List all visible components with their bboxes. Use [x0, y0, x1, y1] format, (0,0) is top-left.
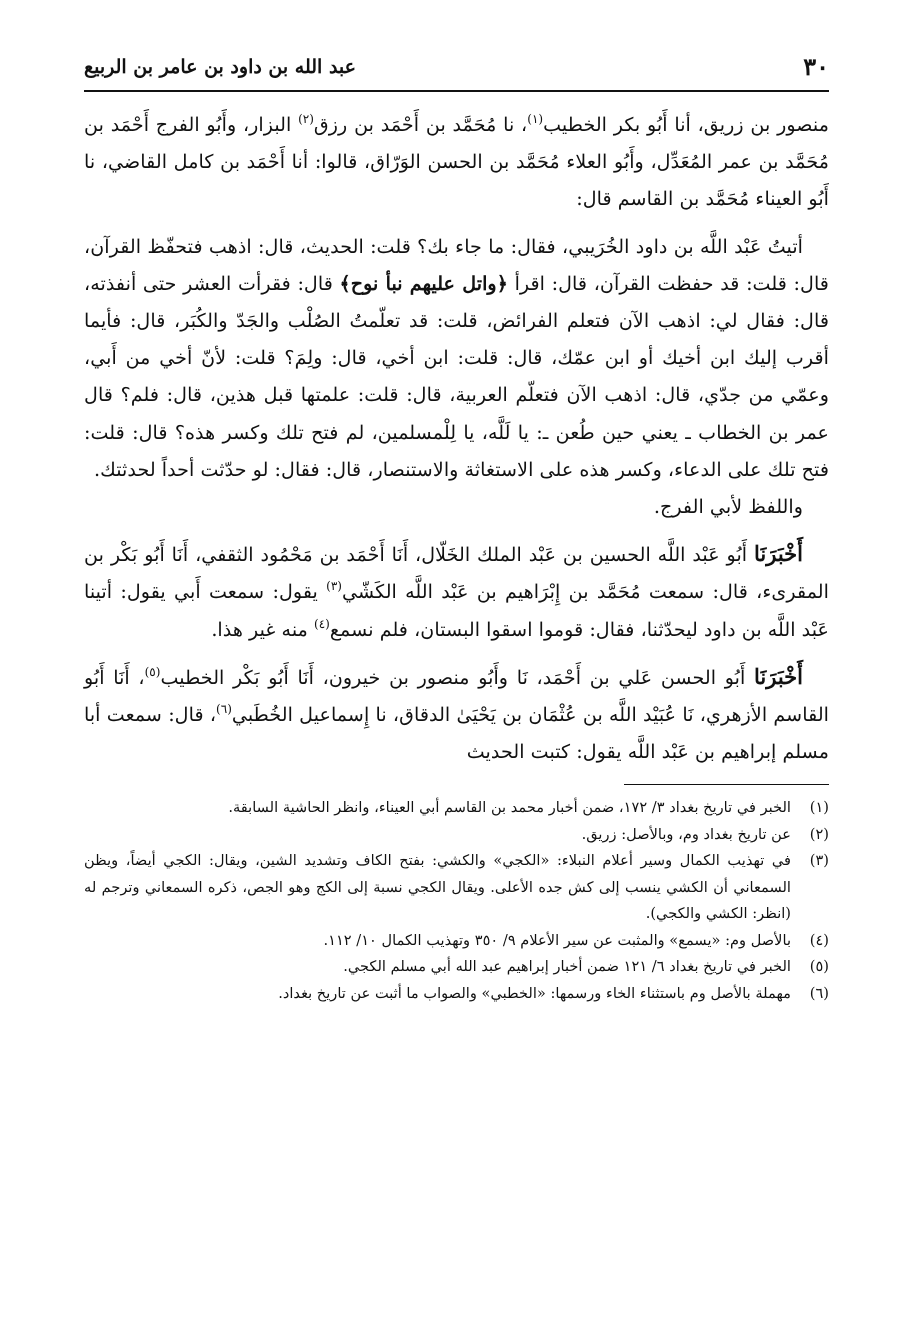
footnote-text: الخبر في تاريخ بغداد ٦/ ١٢١ ضمن أخبار إبراهيم عبد الله أبي مسلم الكجي.	[343, 958, 791, 976]
page-number: ٣٠	[803, 52, 829, 81]
footnote	[84, 954, 829, 981]
text-segment: ، نا مُحَمَّد بن أَحْمَد بن رزق	[313, 113, 528, 136]
footnote-number: (٤)	[809, 931, 829, 949]
footnote-number: (١)	[809, 799, 829, 817]
main-text	[84, 106, 829, 770]
paragraph-isnad-1	[84, 106, 829, 218]
footnote-text: عن تاريخ بغداد وم، وبالأصل: زريق.	[581, 825, 791, 843]
text-segment: منه غير هذا.	[211, 617, 314, 641]
text-segment: أَبُو الحسن عَلي بن أَحْمَد، نَا وأَبُو منصور بن خيرون، أَنَا أَبُو بَكْر الخطيب	[160, 665, 755, 689]
running-title: عبد الله بن داود بن عامر بن الربيع	[84, 56, 356, 78]
text-segment: أَبُو عَبْد اللَّه الحسين بن عَبْد الملك الخَلّال، أَنَا أَحْمَد بن مَحْمُود الثقفي، أَنَا أَبُو بَكْر بن المقرىء، قال: سمعت مُحَمَّد بن إِبْرَاهيم بن عَبْد اللَّه الكَشّي	[84, 543, 829, 604]
footnote-ref-1: (١)	[527, 112, 544, 126]
text-segment: قال: فقرأت العشر حتى أنفذته، قال: فقال لي: اذهب الآن فتعلم الفرائض، قلت: قد تعلّمتُ الصُلْب والجَدّ والكُبَر، قال: فأيما أقرب إليك ابن أخيك أو ابن عمّك، قال: قلت: ابن أخي، قال: ولِمَ؟ قلت: لأنّ أخي من أَبي، وعمّي من جدّي، قال: اذهب الآن فتعلّم العربية، قال: قلت: علمتها قبل هذين، قال: فلم؟ قال عمر بن الخطاب ـ يعني حين طُعن ـ: يا لَلَّه، يا لِلْمسلمين، لم فتح تلك وكسر هذه؟ قال: قلت: فتح تلك على الدعاء، وكسر هذه على الاستغاثة والاستنصار، قال: فقال: لو حدّثت أحداً لحدثتك.	[84, 271, 829, 481]
text-segment: البزار، وأَبُو الفرج أَحْمَد بن مُحَمَّد بن عمر المُعَدِّل، وأَبُو العلاء مُحَمَّد بن الحسن الوَرّاق، قالوا: أنا أَحْمَد بن كامل القاضي، نا أَبُو العيناء مُحَمَّد بن القاسم قال:	[84, 113, 829, 211]
footnote	[84, 822, 829, 849]
footnote-text: الخبر في تاريخ بغداد ٣/ ١٧٢، ضمن أخبار محمد بن القاسم أبي العيناء، وانظر الحاشية السابقة.	[228, 799, 791, 817]
text-segment: واللفظ لأبي الفرج.	[653, 495, 803, 519]
book-page	[84, 50, 829, 1280]
paragraph-isnad-3	[84, 658, 829, 771]
footnote-text: في تهذيب الكمال وسير أعلام النبلاء: «الكجي» والكشي: بفتح الكاف وتشديد الشين، ويقال: الكجي أيضاً، ويظن السمعاني أن الكشي ينسب إلى كش جده الأعلى. ويقال الكجي نسبة إلى الكج وهو الجص، ذكره السمعاني وترجم له (انظر: الكشي والكجي).	[84, 852, 791, 923]
footnote-text: بالأصل وم: «يسمع» والمثبت عن سير الأعلام ٩/ ٣٥٠ وتهذيب الكمال ١٠/ ١١٢.	[323, 931, 791, 949]
footnote	[84, 928, 829, 955]
paragraph-story	[84, 228, 829, 488]
footnote-number: (٢)	[809, 825, 829, 843]
footnote-number: (٦)	[809, 984, 829, 1002]
footnote	[84, 981, 829, 1008]
footnote-text: مهملة بالأصل وم باستثناء الخاء ورسمها: «الخطبي» والصواب ما أثبت عن تاريخ بغداد.	[278, 984, 791, 1002]
text-segment: يقول: سمعت أَبي يقول: أتينا عَبْد اللَّه بن داود ليحدّثنا، فقال: قوموا اسقوا البستان، فلم نسمع	[84, 580, 829, 641]
footnotes	[84, 795, 829, 1007]
footnote-ref-2: (٢)	[298, 112, 314, 126]
footnote-number: (٥)	[809, 958, 829, 976]
footnote-separator	[624, 784, 829, 785]
footnote-ref-6: (٦)	[216, 702, 232, 717]
text-segment: منصور بن زريق، أنا أَبُو بكر الخطيب	[543, 113, 829, 136]
footnote	[84, 795, 829, 822]
text-segment: ، أَنَا أَبُو القاسم الأزهري، نَا عُبَيْد اللَّه بن عُثْمَان بن يَحْيَىٰ الدقاق، نا إِسماعيل الخُطَبي	[84, 665, 829, 727]
lead-word: أَخْبَرَنَا	[754, 541, 803, 567]
text-segment: ، قال: سمعت أبا مسلم إبراهيم بن عَبْد اللَّه يقول: كتبت الحديث	[84, 703, 829, 764]
footnote-ref-4: (٤)	[314, 616, 330, 631]
page-header	[84, 50, 829, 92]
footnote	[84, 848, 829, 928]
footnote-ref-5: (٥)	[144, 664, 161, 679]
lead-word: أَخْبَرَنَا	[754, 663, 803, 689]
paragraph-isnad-2	[84, 535, 829, 648]
text-segment: أتيتُ عَبْد اللَّه بن داود الخُرَيبي، فقال: ما جاء بك؟ قلت: الحديث، قال: اذهب فتحفّظ القرآن، قال: قلت: قد حفظت القرآن، قال: اقرأ	[84, 234, 829, 295]
footnote-ref-3: (٣)	[326, 579, 342, 594]
paragraph-wording-note	[84, 488, 829, 525]
footnote-number: (٣)	[809, 852, 829, 870]
quran-verse: ﴿واتل عليهم نبأ نوح﴾	[339, 271, 508, 295]
